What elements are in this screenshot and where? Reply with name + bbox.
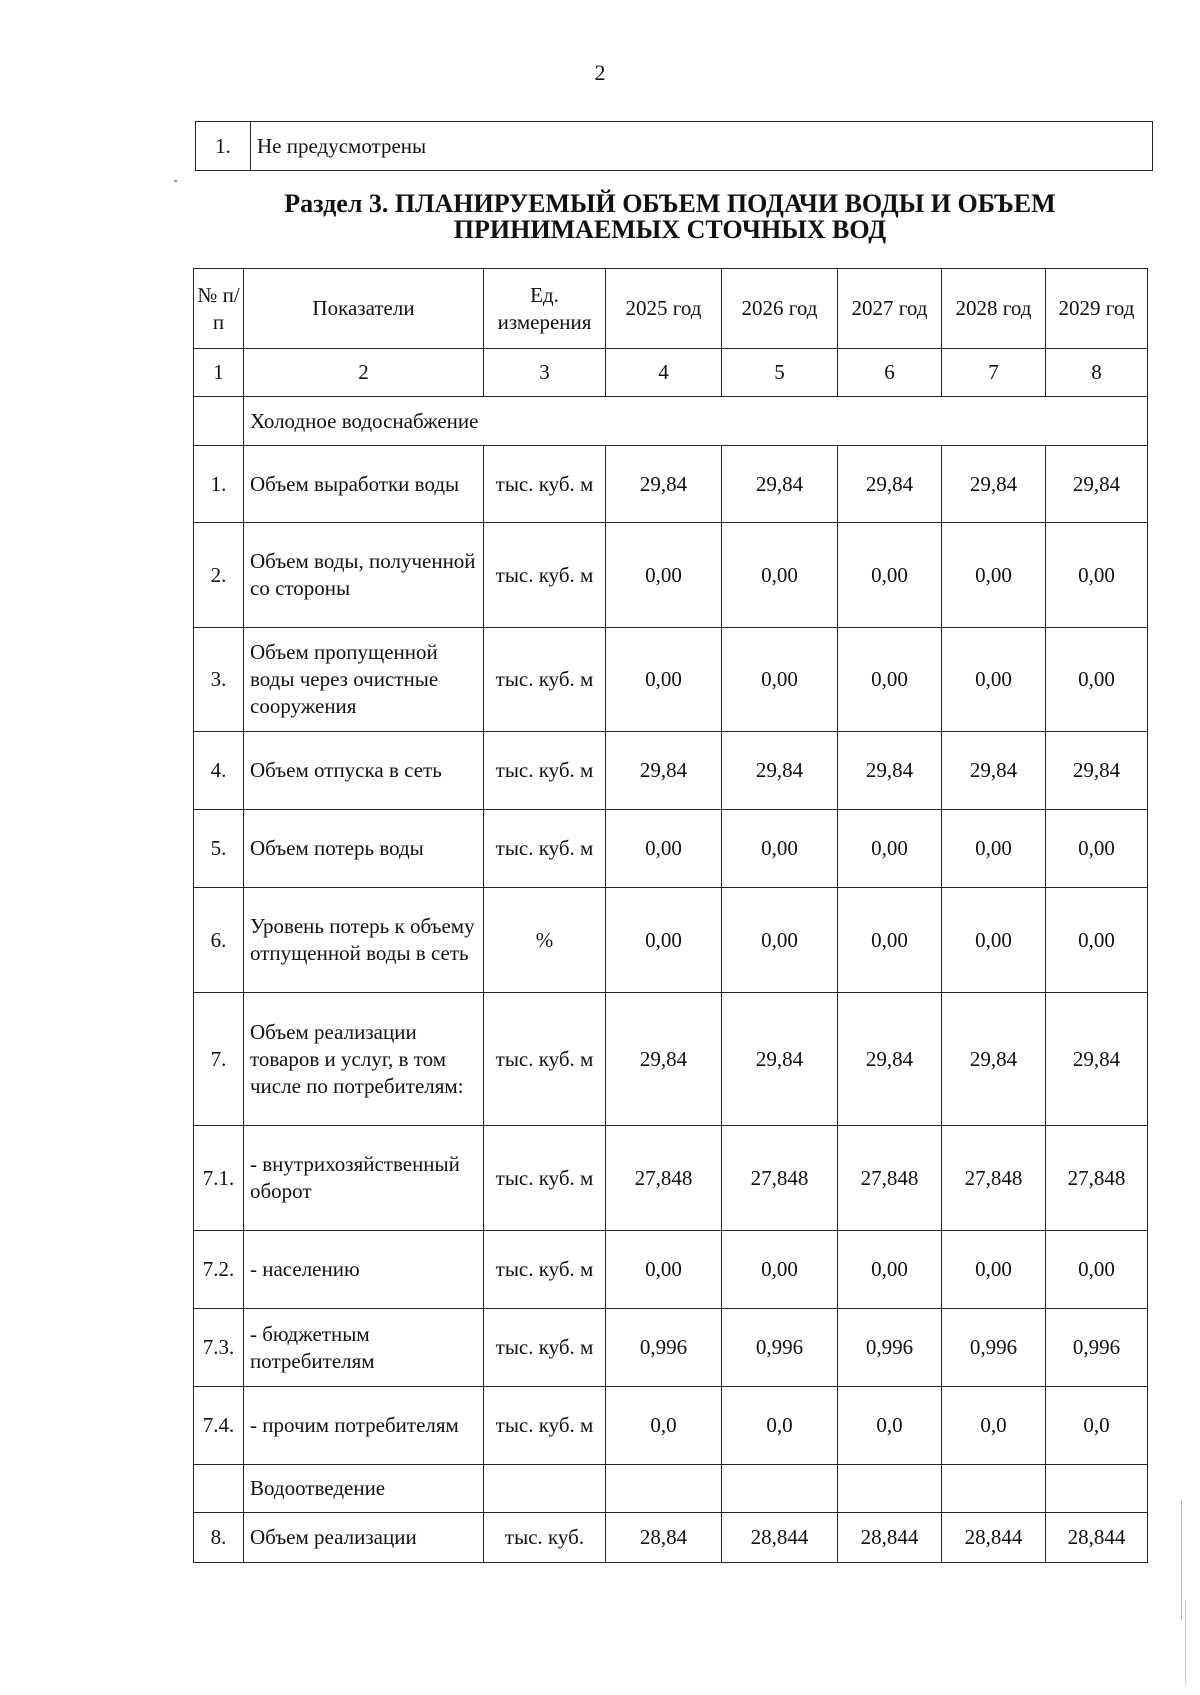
row-value: 29,84 bbox=[606, 993, 722, 1126]
row-value: 0,0 bbox=[838, 1387, 942, 1465]
page-number: 2 bbox=[594, 60, 606, 85]
row-unit: тыс. куб. м bbox=[484, 1309, 606, 1387]
table-row bbox=[194, 628, 1148, 732]
water-volume-table bbox=[193, 268, 1148, 1563]
row-value: 0,996 bbox=[606, 1309, 722, 1387]
row-value: 0,00 bbox=[942, 888, 1046, 993]
row-value: 0,00 bbox=[838, 523, 942, 628]
header-row bbox=[194, 269, 1148, 349]
table-row bbox=[194, 732, 1148, 810]
row-value: 29,84 bbox=[838, 732, 942, 810]
table-row bbox=[196, 122, 1153, 171]
row-unit: тыс. куб. м bbox=[484, 1387, 606, 1465]
row-value: 0,00 bbox=[606, 1231, 722, 1309]
row-value: 29,84 bbox=[838, 446, 942, 523]
row-unit: тыс. куб. м bbox=[484, 1126, 606, 1231]
row-value: 28,844 bbox=[722, 1513, 838, 1563]
row-value: 0,00 bbox=[722, 1231, 838, 1309]
row-value: 0,00 bbox=[606, 810, 722, 888]
section-label: Холодное водоснабжение bbox=[244, 397, 1148, 446]
column-number: 4 bbox=[606, 349, 722, 397]
row-unit: тыс. куб. bbox=[484, 1513, 606, 1563]
row-value: 29,84 bbox=[722, 993, 838, 1126]
row-value: 29,84 bbox=[722, 732, 838, 810]
row-number: 7.3. bbox=[194, 1309, 244, 1387]
header-year: 2025 год bbox=[606, 269, 722, 349]
section-title-line: Раздел 3. ПЛАНИРУЕМЫЙ ОБЪЕМ ПОДАЧИ ВОДЫ И ОБЪЕМ bbox=[284, 189, 1056, 218]
section-title-line: ПРИНИМАЕМЫХ СТОЧНЫХ ВОД bbox=[453, 215, 887, 244]
row-value: 29,84 bbox=[1046, 732, 1148, 810]
row-value: 0,00 bbox=[722, 523, 838, 628]
row-value: 29,84 bbox=[942, 446, 1046, 523]
row-value: 29,84 bbox=[1046, 446, 1148, 523]
column-number: 8 bbox=[1046, 349, 1148, 397]
column-number: 5 bbox=[722, 349, 838, 397]
header-num: № п/п bbox=[194, 269, 244, 349]
row-unit: тыс. куб. м bbox=[484, 810, 606, 888]
row-value: 0,00 bbox=[1046, 1231, 1148, 1309]
empty-cell bbox=[942, 1465, 1046, 1513]
row-value: 28,844 bbox=[1046, 1513, 1148, 1563]
row-value: 0,00 bbox=[606, 888, 722, 993]
row-value: 29,84 bbox=[606, 446, 722, 523]
row-value: 0,0 bbox=[942, 1387, 1046, 1465]
row-label: Объем выработки воды bbox=[244, 446, 484, 523]
row-number: 6. bbox=[194, 888, 244, 993]
section-row-wastewater bbox=[194, 1465, 1148, 1513]
row-value: 0,00 bbox=[838, 1231, 942, 1309]
table-row bbox=[194, 1387, 1148, 1465]
column-number: 3 bbox=[484, 349, 606, 397]
row-value: 0,996 bbox=[722, 1309, 838, 1387]
row-value: 0,00 bbox=[1046, 628, 1148, 732]
table-row bbox=[194, 993, 1148, 1126]
table-row bbox=[194, 523, 1148, 628]
row-number: 4. bbox=[194, 732, 244, 810]
row-value: 0,996 bbox=[1046, 1309, 1148, 1387]
row-value: 28,84 bbox=[606, 1513, 722, 1563]
column-number: 1 bbox=[194, 349, 244, 397]
row-unit: тыс. куб. м bbox=[484, 732, 606, 810]
row-unit: % bbox=[484, 888, 606, 993]
row-label: Объем отпуска в сеть bbox=[244, 732, 484, 810]
row-number: 2. bbox=[194, 523, 244, 628]
row-value: 0,00 bbox=[942, 1231, 1046, 1309]
section-title bbox=[190, 191, 1150, 243]
row-unit: тыс. куб. м bbox=[484, 628, 606, 732]
row-value: 27,848 bbox=[606, 1126, 722, 1231]
table-row bbox=[194, 1513, 1148, 1563]
table-row bbox=[194, 810, 1148, 888]
row-value: 0,0 bbox=[722, 1387, 838, 1465]
row-label: - прочим потребителям bbox=[244, 1387, 484, 1465]
row-value: 0,00 bbox=[722, 888, 838, 993]
table-row bbox=[194, 888, 1148, 993]
row-label: Объем воды, полученной со стороны bbox=[244, 523, 484, 628]
column-number: 6 bbox=[838, 349, 942, 397]
row-value: 0,00 bbox=[838, 888, 942, 993]
row-value: 0,996 bbox=[838, 1309, 942, 1387]
column-number-row bbox=[194, 349, 1148, 397]
row-unit: тыс. куб. м bbox=[484, 993, 606, 1126]
row-value: 0,0 bbox=[1046, 1387, 1148, 1465]
row-value: 29,84 bbox=[942, 993, 1046, 1126]
previous-section-table bbox=[195, 121, 1153, 171]
row-value: 28,844 bbox=[838, 1513, 942, 1563]
table-body bbox=[194, 349, 1148, 1563]
row-value: 0,00 bbox=[1046, 810, 1148, 888]
empty-cell bbox=[606, 1465, 722, 1513]
row-number: 1. bbox=[194, 446, 244, 523]
row-unit: тыс. куб. м bbox=[484, 1231, 606, 1309]
column-number: 2 bbox=[244, 349, 484, 397]
row-value: 0,996 bbox=[942, 1309, 1046, 1387]
row-label: - бюджетным потребителям bbox=[244, 1309, 484, 1387]
row-number: 7.4. bbox=[194, 1387, 244, 1465]
row-value: 27,848 bbox=[838, 1126, 942, 1231]
column-number: 7 bbox=[942, 349, 1046, 397]
table-row bbox=[194, 1309, 1148, 1387]
empty-cell bbox=[1046, 1465, 1148, 1513]
row-value: 0,00 bbox=[722, 810, 838, 888]
table-row bbox=[194, 1126, 1148, 1231]
scan-edge-line bbox=[1181, 1500, 1182, 1620]
row-value: 27,848 bbox=[1046, 1126, 1148, 1231]
row-value: 29,84 bbox=[942, 732, 1046, 810]
row-value: 0,00 bbox=[942, 628, 1046, 732]
empty-cell bbox=[722, 1465, 838, 1513]
scan-speck bbox=[174, 180, 177, 182]
empty-cell bbox=[838, 1465, 942, 1513]
row-value: 0,00 bbox=[722, 628, 838, 732]
table-row bbox=[194, 1231, 1148, 1309]
row-value: 27,848 bbox=[722, 1126, 838, 1231]
row-value: 0,00 bbox=[1046, 888, 1148, 993]
row-value: 0,00 bbox=[606, 628, 722, 732]
row-value: 0,00 bbox=[838, 810, 942, 888]
row-label: Объем потерь воды bbox=[244, 810, 484, 888]
row-value: 0,00 bbox=[942, 523, 1046, 628]
row-number: 8. bbox=[194, 1513, 244, 1563]
empty-cell bbox=[484, 1465, 606, 1513]
row-text: Не предусмотрены bbox=[251, 122, 1153, 171]
section-label: Водоотведение bbox=[244, 1465, 484, 1513]
header-year: 2026 год bbox=[722, 269, 838, 349]
row-value: 29,84 bbox=[838, 993, 942, 1126]
row-number: 7.1. bbox=[194, 1126, 244, 1231]
header-year: 2029 год bbox=[1046, 269, 1148, 349]
row-number: 3. bbox=[194, 628, 244, 732]
section-row-cold-water bbox=[194, 397, 1148, 446]
row-number: 1. bbox=[196, 122, 251, 171]
row-unit: тыс. куб. м bbox=[484, 523, 606, 628]
row-label: Объем реализации bbox=[244, 1513, 484, 1563]
row-value: 0,00 bbox=[838, 628, 942, 732]
row-value: 29,84 bbox=[722, 446, 838, 523]
row-label: Объем реализации товаров и услуг, в том числе по потребителям: bbox=[244, 993, 484, 1126]
row-value: 0,0 bbox=[606, 1387, 722, 1465]
row-value: 0,00 bbox=[606, 523, 722, 628]
table-row bbox=[194, 446, 1148, 523]
header-indicator: Показатели bbox=[244, 269, 484, 349]
row-label: - внутрихозяйственный оборот bbox=[244, 1126, 484, 1231]
row-label: Объем пропущенной воды через очистные сооружения bbox=[244, 628, 484, 732]
scan-edge-line bbox=[1185, 1600, 1186, 1685]
header-unit: Ед. измерения bbox=[484, 269, 606, 349]
row-number: 5. bbox=[194, 810, 244, 888]
row-label: - населению bbox=[244, 1231, 484, 1309]
header-year: 2027 год bbox=[838, 269, 942, 349]
row-unit: тыс. куб. м bbox=[484, 446, 606, 523]
row-number: 7. bbox=[194, 993, 244, 1126]
row-value: 27,848 bbox=[942, 1126, 1046, 1231]
row-value: 0,00 bbox=[1046, 523, 1148, 628]
row-value: 29,84 bbox=[1046, 993, 1148, 1126]
row-value: 29,84 bbox=[606, 732, 722, 810]
row-value: 0,00 bbox=[942, 810, 1046, 888]
row-label: Уровень потерь к объему отпущенной воды в сеть bbox=[244, 888, 484, 993]
row-number: 7.2. bbox=[194, 1231, 244, 1309]
header-year: 2028 год bbox=[942, 269, 1046, 349]
row-value: 28,844 bbox=[942, 1513, 1046, 1563]
